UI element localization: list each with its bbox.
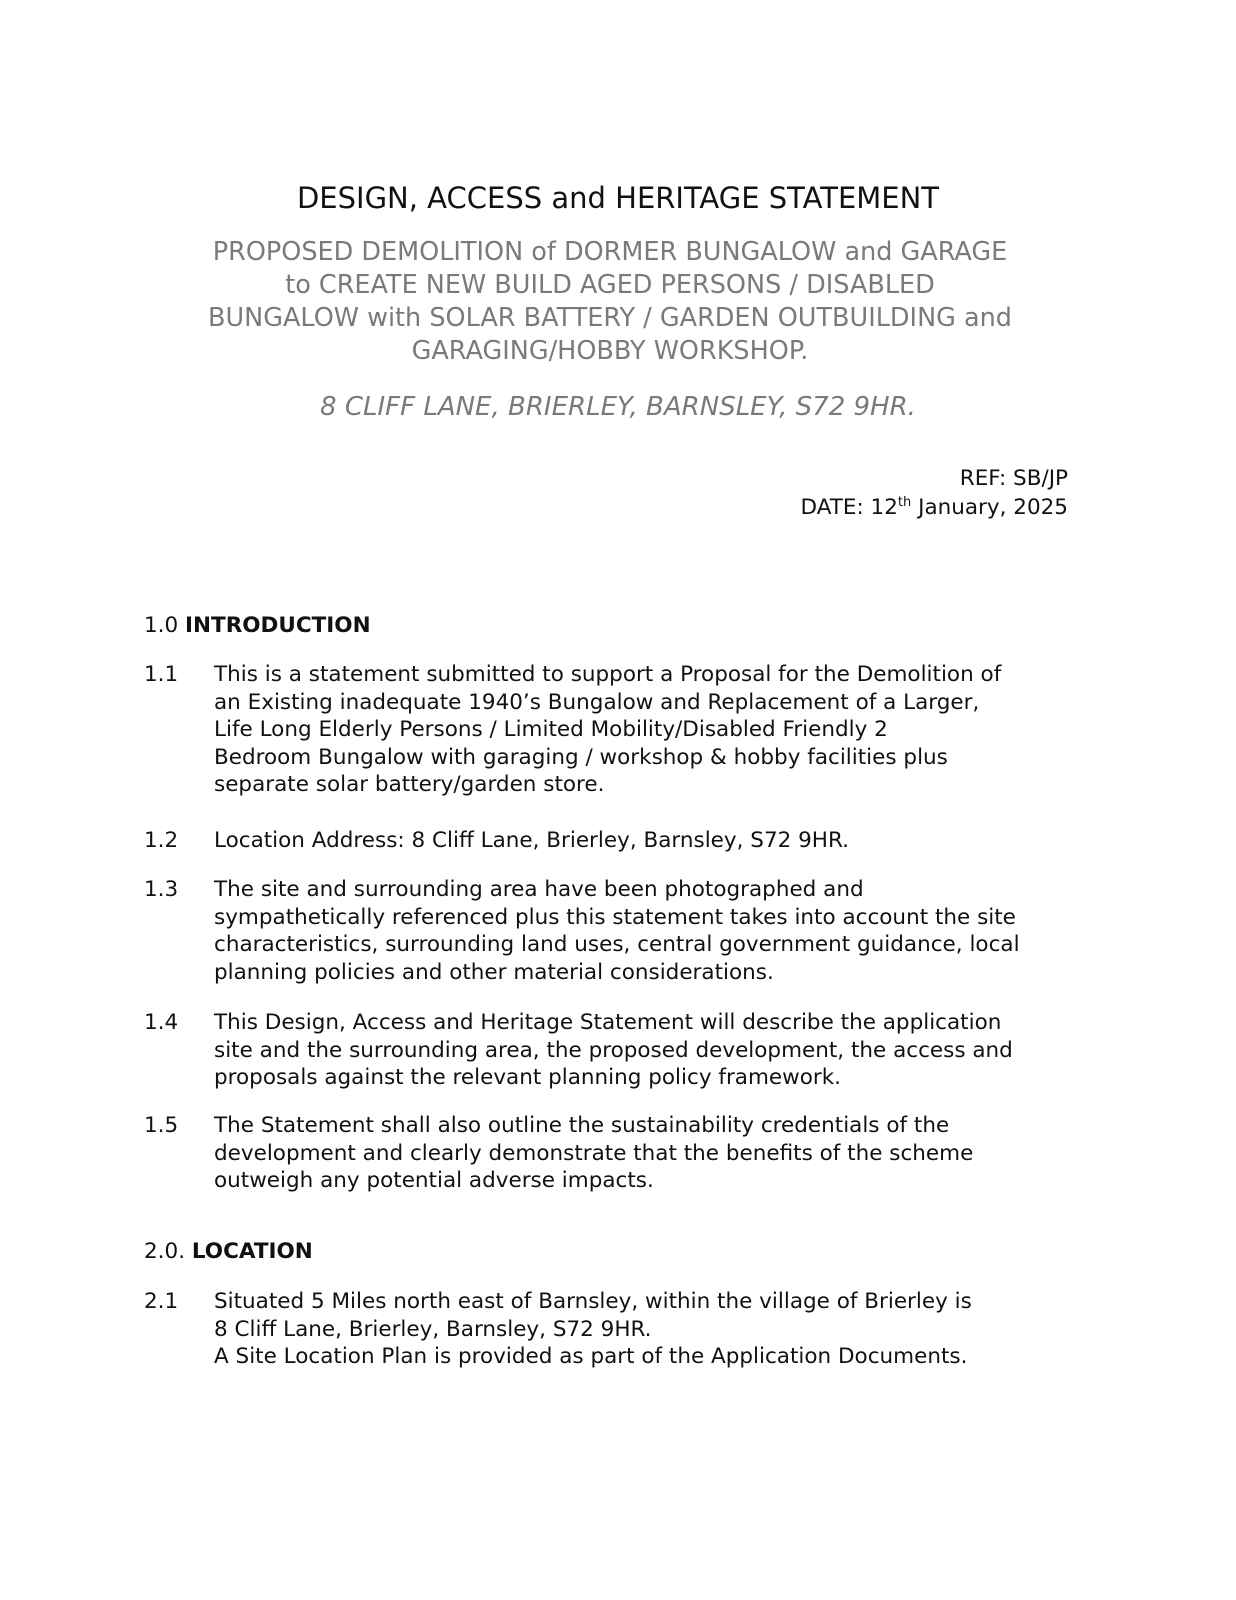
paragraph-text: [214, 827, 1084, 855]
paragraph-text: [214, 1112, 1084, 1195]
section-title: INTRODUCTION: [185, 613, 371, 638]
text-line: proposals against the relevant planning policy framework.: [214, 1065, 841, 1090]
text-line: an Existing inadequate 1940’s Bungalow and Replacement of a Larger,: [214, 689, 980, 715]
subtitle-line: to CREATE NEW BUILD AGED PERSONS / DISABLED: [285, 270, 935, 300]
paragraph-text: [214, 876, 1084, 986]
section-heading-location: [144, 1238, 313, 1266]
text-line: separate solar battery/garden store.: [214, 772, 605, 797]
section-number: 2.0.: [144, 1239, 186, 1264]
subtitle-line: PROPOSED DEMOLITION of DORMER BUNGALOW and GARAGE: [212, 237, 1008, 267]
paragraph-number: 1.4: [144, 1010, 179, 1035]
section-title: LOCATION: [191, 1239, 313, 1264]
text-line: A Site Location Plan is provided as part of the Application Documents.: [214, 1344, 968, 1369]
paragraph-text: [214, 1288, 1084, 1371]
text-line: sympathetically referenced plus this statement takes into account the site: [214, 904, 1016, 930]
paragraph-number: 1.1: [144, 662, 179, 687]
text-line: This is a statement submitted to support a Proposal for the Demolition of: [214, 662, 1002, 687]
reference-block: [801, 464, 1068, 522]
paragraph-number: 1.2: [144, 828, 179, 853]
paragraph-1-1: [144, 661, 1084, 799]
paragraph-1-2: [144, 827, 1084, 855]
section-heading-introduction: [144, 612, 371, 640]
text-line: development and clearly demonstrate that the benefits of the scheme: [214, 1140, 974, 1166]
date-line: [801, 493, 1068, 522]
text-line: The Statement shall also outline the sustainability credentials of the: [214, 1113, 950, 1138]
paragraph-number: 2.1: [144, 1289, 179, 1314]
text-line: This Design, Access and Heritage Statement will describe the application: [214, 1010, 1002, 1035]
subtitle-line: GARAGING/HOBBY WORKSHOP.: [411, 336, 809, 366]
date-suffix: January, 2025: [911, 495, 1068, 520]
paragraph-text: [214, 1009, 1084, 1092]
date-prefix: DATE: 12: [800, 495, 898, 520]
text-line: characteristics, surrounding land uses, central government guidance, local: [214, 932, 1020, 957]
paragraph-number: 1.5: [144, 1113, 179, 1138]
text-line: planning policies and other material considerations.: [214, 959, 774, 985]
paragraph-1-5: [144, 1112, 1084, 1195]
paragraph-1-3: [144, 876, 1084, 986]
site-address-heading: 8 CLIFF LANE, BRIERLEY, BARNSLEY, S72 9HR.: [320, 392, 916, 422]
text-line: Life Long Elderly Persons / Limited Mobility/Disabled Friendly 2: [214, 717, 888, 742]
paragraph-number: 1.3: [144, 877, 179, 902]
document-title: DESIGN, ACCESS and HERITAGE STATEMENT: [296, 181, 940, 215]
subtitle-line: BUNGALOW with SOLAR BATTERY / GARDEN OUTBUILDING and: [207, 303, 1012, 333]
text-line: Bedroom Bungalow with garaging / workshop & hobby facilities plus: [214, 744, 948, 770]
text-line: site and the surrounding area, the proposed development, the access and: [214, 1037, 1013, 1063]
text-line: 8 Cliff Lane, Brierley, Barnsley, S72 9HR.: [214, 1316, 652, 1342]
text-line: outweigh any potential adverse impacts.: [214, 1168, 654, 1193]
paragraph-text: [214, 661, 1084, 799]
reference-line: REF: SB/JP: [959, 466, 1068, 491]
text-line: Situated 5 Miles north east of Barnsley, within the village of Brierley is: [214, 1289, 972, 1314]
paragraph-1-4: [144, 1009, 1084, 1092]
paragraph-2-1: [144, 1288, 1084, 1371]
text-line: The site and surrounding area have been photographed and: [214, 877, 864, 902]
section-number: 1.0: [144, 613, 179, 638]
text-line: Location Address: 8 Cliff Lane, Brierley, Barnsley, S72 9HR.: [214, 828, 849, 853]
date-ordinal: th: [897, 495, 912, 510]
document-subtitle: [160, 236, 1060, 368]
